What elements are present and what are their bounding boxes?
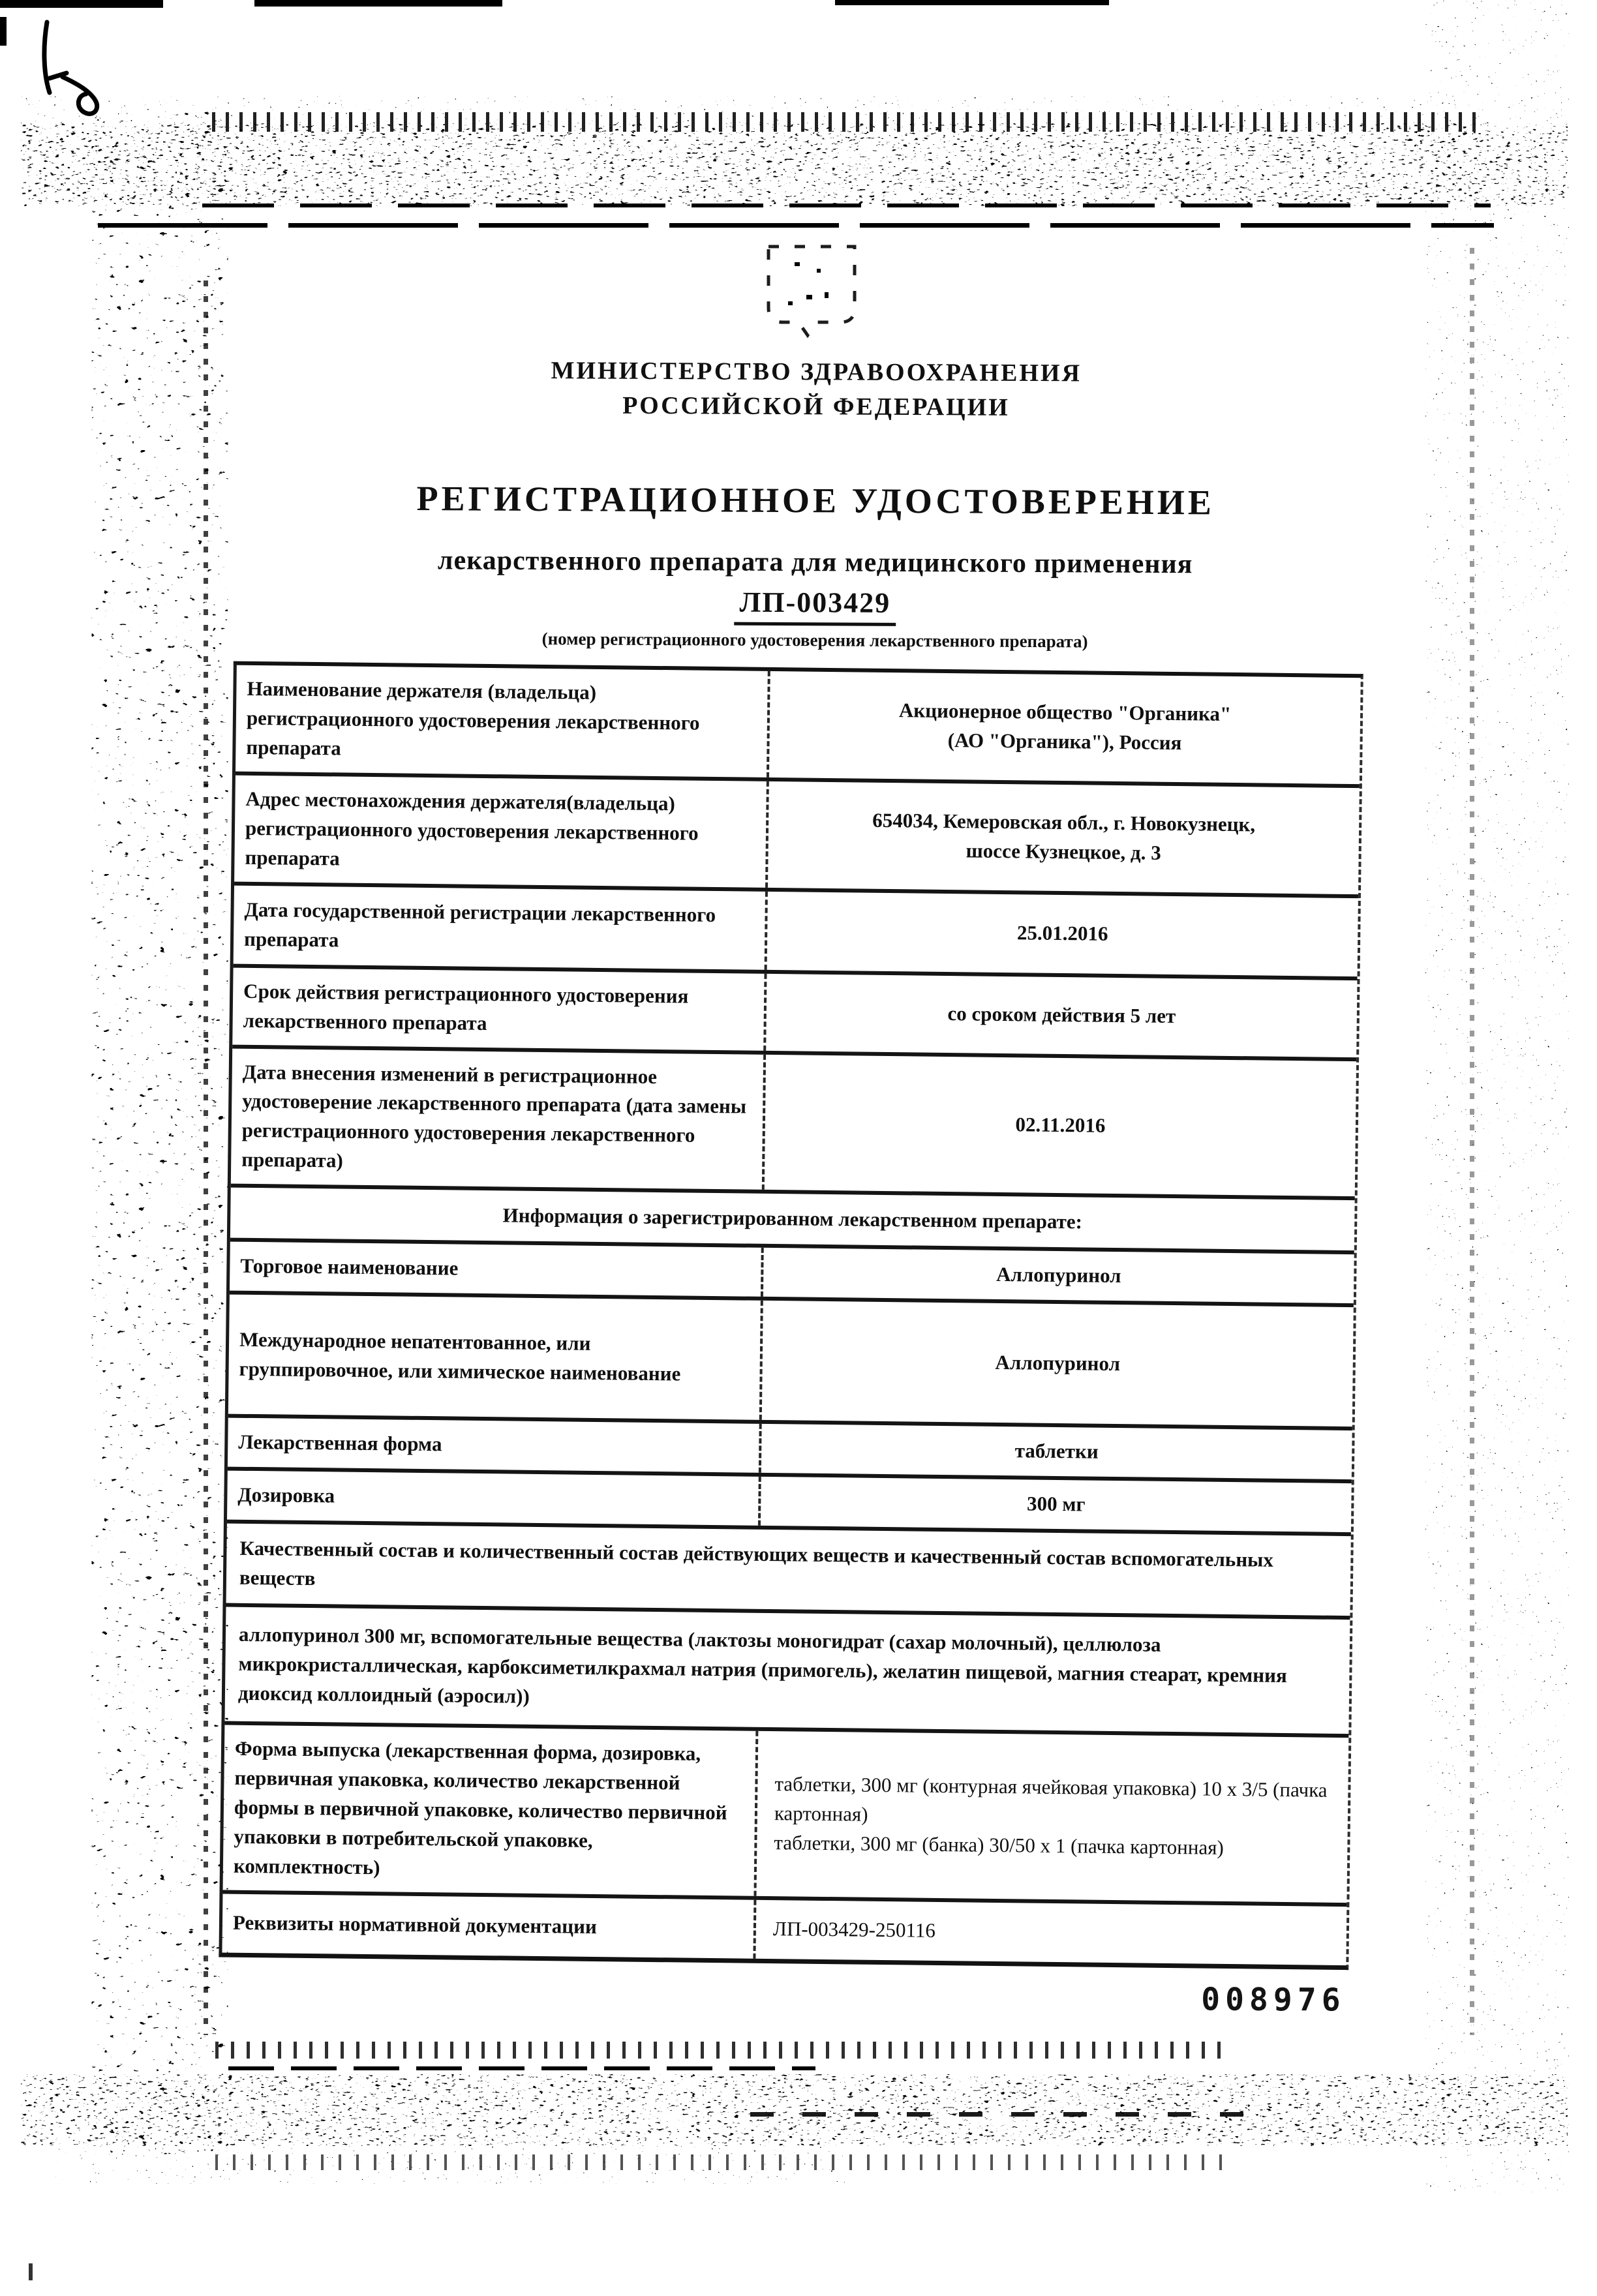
registration-number: ЛП-003429 (734, 586, 896, 626)
stamp-number: 008976 (1201, 1981, 1346, 2019)
document-title: РЕГИСТРАЦИОННОЕ УДОСТОВЕРЕНИЕ (416, 479, 1215, 522)
row-label: Форма выпуска (лекарственная форма, дозировка, первичная упаковка, количество лекарственной формы в первичной упаковке, количество первичной упаковки в потребительской упаковке, комплектность) (223, 1725, 759, 1896)
ministry-name (18, 351, 1597, 429)
section-title: Информация о зарегистрированном лекарственном препарате: (502, 1203, 1083, 1233)
ministry-line-1: МИНИСТЕРСТВО ЗДРАВООХРАНЕНИЯ (551, 357, 1082, 387)
table-row (232, 963, 1357, 1057)
row-label: Срок действия регистрационного удостоверения лекарственного препарата (232, 967, 767, 1050)
row-label: Дозировка (227, 1471, 761, 1526)
row-label: Дата государственной регистрации лекарственного препарата (234, 885, 768, 969)
registration-table (219, 661, 1363, 1970)
table-row (234, 771, 1360, 894)
registration-number-row (16, 582, 1597, 630)
ministry-line-2: РОССИЙСКОЙ ФЕДЕРАЦИИ (622, 391, 1010, 421)
row-value: Аллопуринол (996, 1263, 1121, 1288)
row-label: Лекарственная форма (228, 1418, 762, 1473)
table-row (234, 881, 1358, 976)
row-label: Торговое наименование (230, 1242, 764, 1297)
table-row-fullwidth (226, 1520, 1351, 1616)
row-label: Дата внесения изменений в регистрационное удостоверение лекарственного препарата (дата замены регистрационного удостоверения лекарственного препарата) (231, 1048, 766, 1190)
row-value: со сроком действия 5 лет (947, 1002, 1176, 1028)
row-value: 300 мг (1026, 1492, 1086, 1516)
composition-text: аллопуринол 300 мг, вспомогательные вещества (лактозы моногидрат (сахар молочный), целлюлоза микрокристаллическая, карбоксиметилкрахмал натрия (примогель), желатин пищевой, магния стеарат, кремния диоксид коллоидный (аэросил)) (237, 1622, 1287, 1708)
table-row (236, 665, 1361, 784)
table-row (228, 1291, 1354, 1427)
document-subtitle: лекарственного препарата для медицинского применения (437, 545, 1193, 580)
table-row (231, 1044, 1356, 1196)
composition-heading: Качественный состав и количественный состав действующих веществ и качественный состав вспомогательных веществ (239, 1536, 1274, 1590)
row-value: 654034, Кемеровская обл., г. Новокузнецк, шоссе Кузнецкое, д. 3 (872, 808, 1256, 864)
row-value: ЛП-003429-250116 (772, 1917, 936, 1942)
row-value: 25.01.2016 (1016, 921, 1108, 945)
table-row-fullwidth (224, 1603, 1350, 1734)
table-row (222, 1890, 1346, 1965)
row-value: таблетки (1014, 1439, 1099, 1463)
registration-number-caption: (номер регистрационного удостоверения лекарственного препарата) (541, 629, 1088, 652)
table-row (223, 1721, 1349, 1903)
row-value: таблетки, 300 мг (контурная ячейковая упаковка) 10 х 3/5 (пачка картонная) таблетки, 300 мг (банка) 30/50 х 1 (пачка картонная) (774, 1772, 1328, 1859)
row-label: Реквизиты нормативной документации (222, 1894, 756, 1958)
row-value: 02.11.2016 (1015, 1113, 1106, 1137)
row-label: Адрес местонахождения держателя(владельца) регистрационного удостоверения лекарственного препарата (234, 775, 769, 887)
row-label: Наименование держателя (владельца) регистрационного удостоверения лекарственного препарата (236, 665, 770, 778)
row-value: Акционерное общество "Органика" (АО "Органика"), Россия (898, 699, 1232, 755)
row-label: Международное непатентованное, или группировочное, или химическое наименование (228, 1295, 763, 1420)
row-value: Аллопуринол (995, 1351, 1121, 1376)
